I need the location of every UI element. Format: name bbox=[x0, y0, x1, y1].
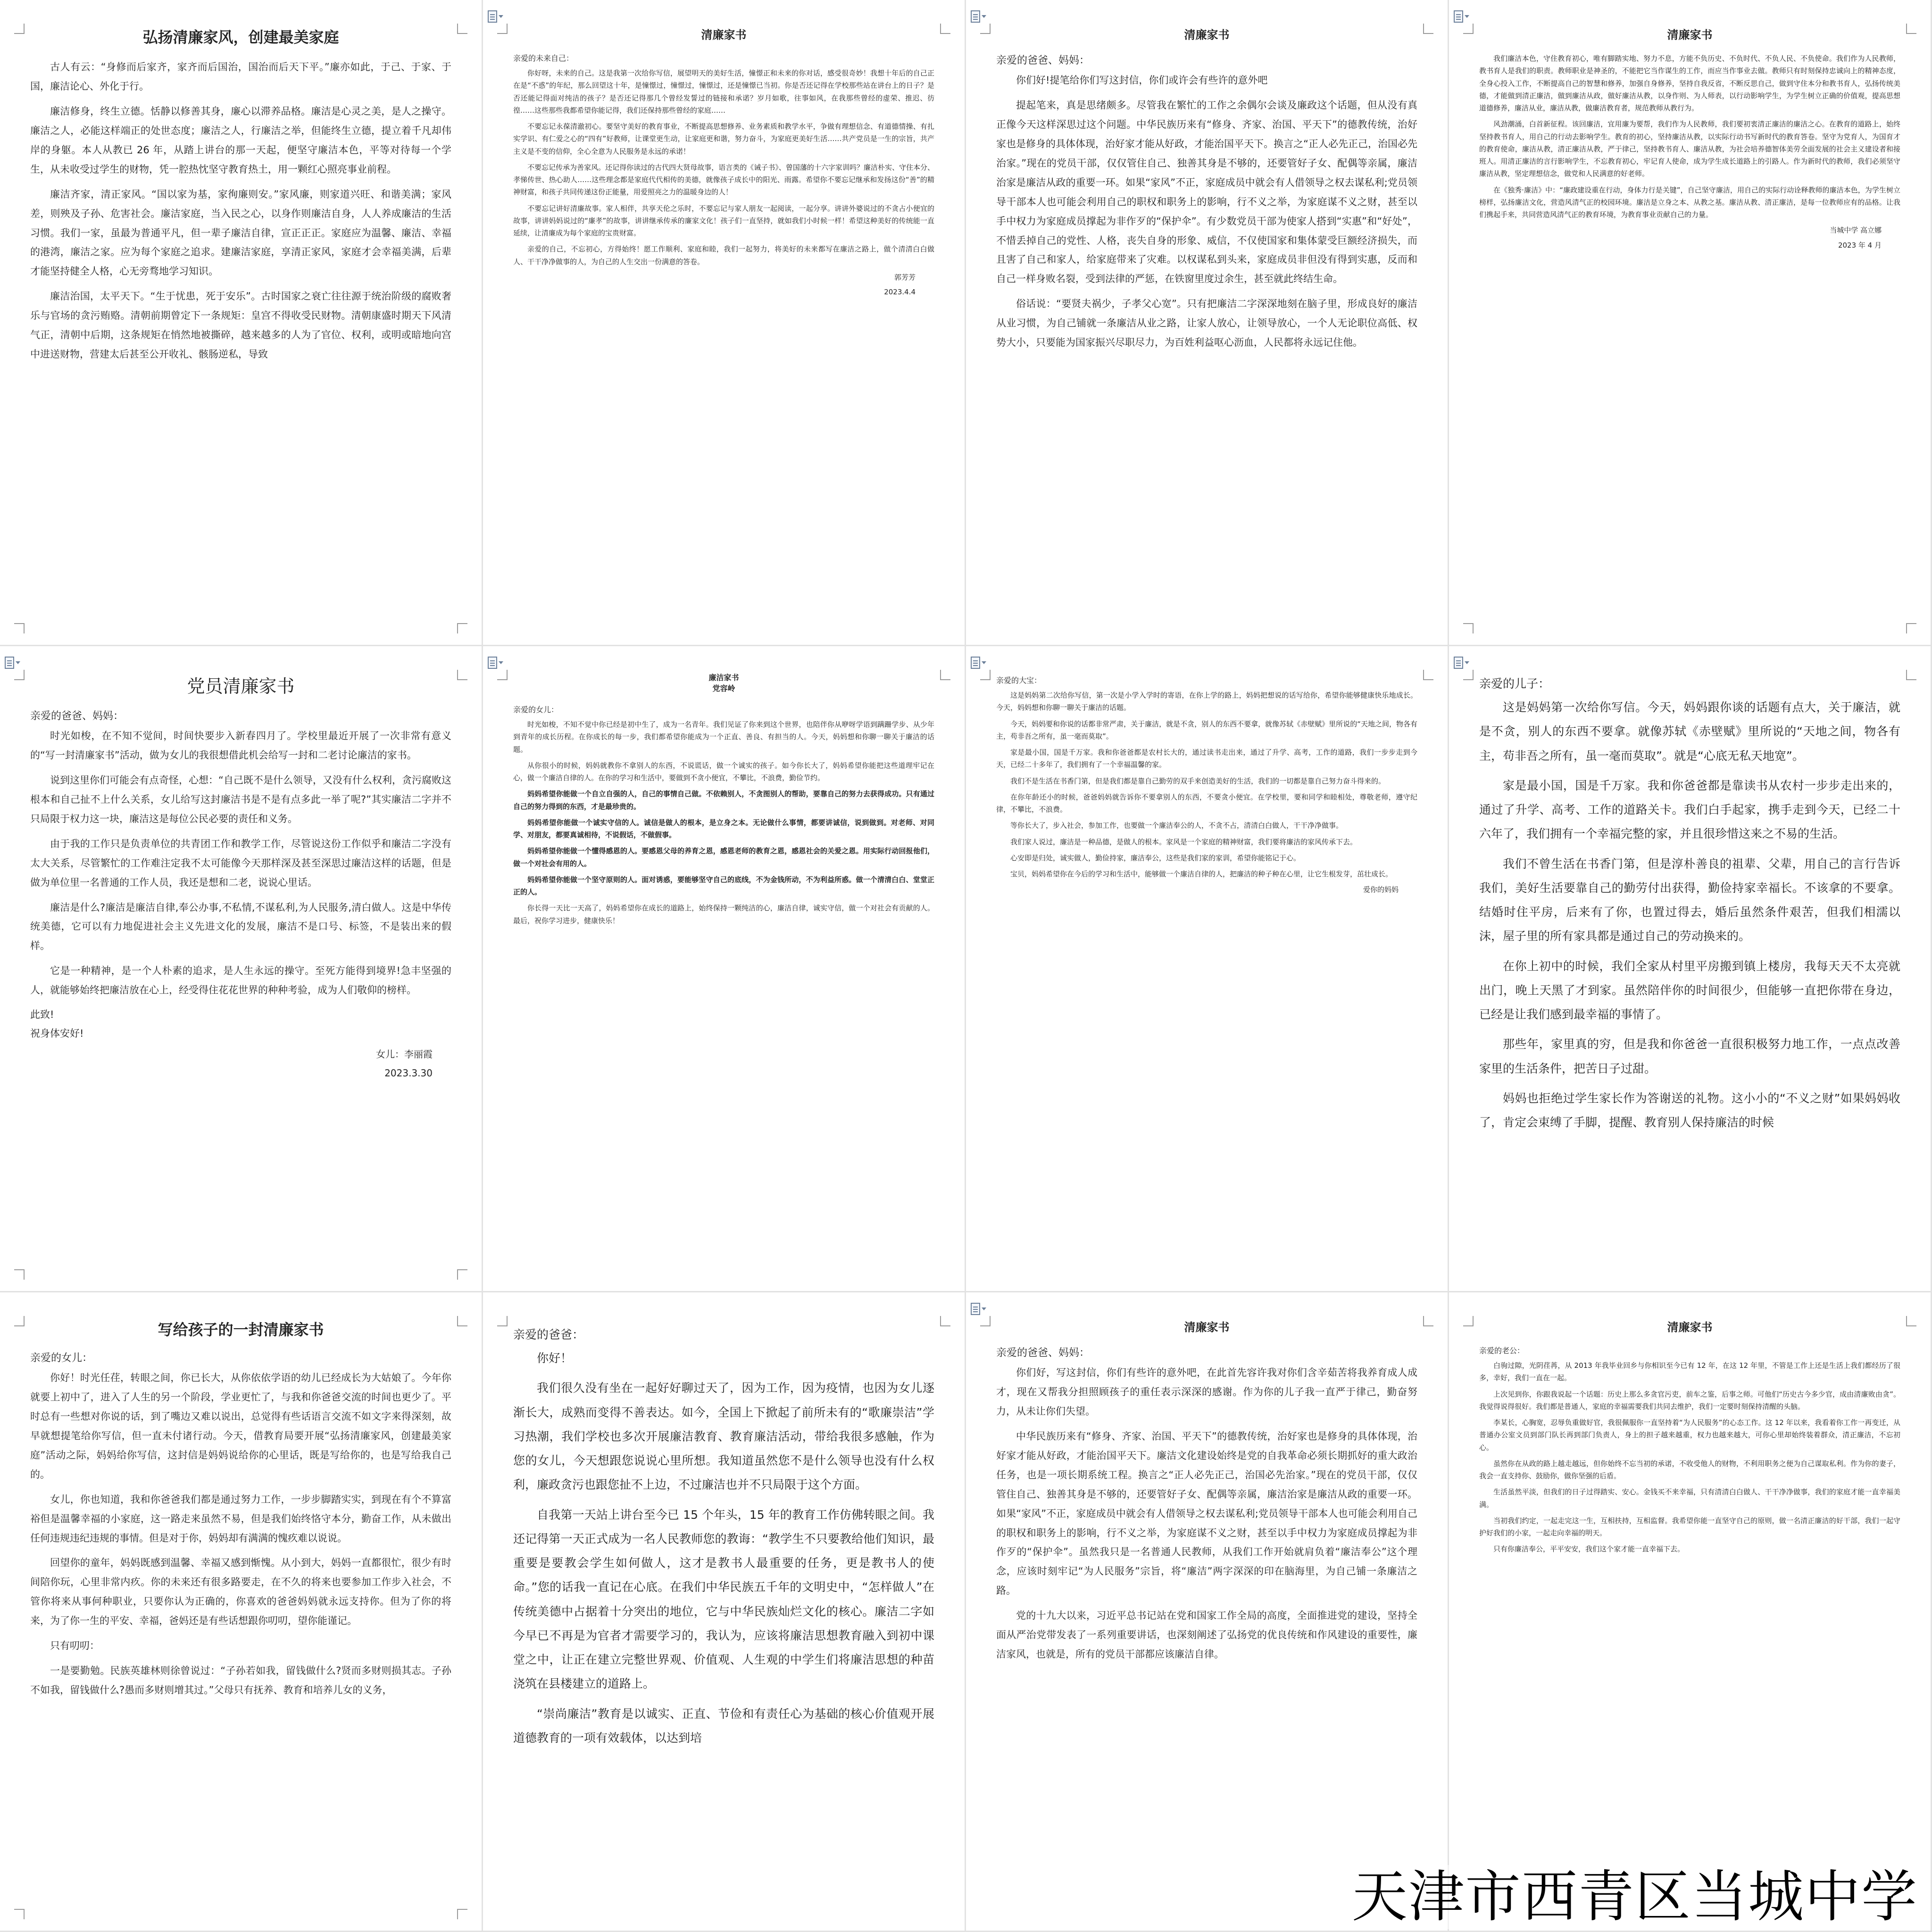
paragraph: 生活虽然平淡，但我们的日子过得踏实、安心。金钱买不来幸福，只有清清白白做人、干干净净做事，我们的家庭才能一直幸福美满。 bbox=[1479, 1488, 1900, 1509]
paragraph: 不要忘记永葆清澈初心。要坚守美好的教育事业，不断提高思想修养、业务素质和教学水平，争做有理想信念、有道德情操、有扎实学识、有仁爱之心的“四有”好教师，让课堂更生动，让家庭更和谐，努力奋斗，为家庭更美好生活……共产党员是一生的宗旨，共产主义是不变的信仰，全心全意为人民服务是永远的承诺！ bbox=[513, 122, 934, 156]
margin-mark bbox=[497, 1316, 508, 1326]
paragraph: 今天，妈妈要和你说的话都非常严肃，关于廉洁，就是不贪，别人的东西不要拿，就像苏轼《赤壁赋》里所说的“天地之间，物各有主，苟非吾之所有，虽一毫而莫取”。 bbox=[996, 719, 1417, 741]
paragraph: 这是妈妈第一次给你写信。今天，妈妈跟你谈的话题有点大，关于廉洁，就是不贪，别人的东西不要拿。就像苏轼《赤壁赋》里所说的“天地之间，物各有主，苟非吾之所有，虽一毫而莫取”。就是“心底无私天地宽”。 bbox=[1479, 700, 1900, 763]
paragraph: “崇尚廉洁”教育是以诚实、正直、节俭和有责任心为基础的核心价值观开展道德教育的一项有效载体，以达到培 bbox=[513, 1707, 934, 1745]
margin-mark bbox=[457, 670, 467, 680]
margin-mark bbox=[497, 670, 508, 680]
signature-name: 郭芳芳 bbox=[894, 273, 916, 282]
paragraph: 你好呀，未来的自己。这是我第一次给你写信，展望明天的美好生活，憧憬正和未来的你对话，感受很奇妙！我想十年后的自己正在是“不惑”的年纪，那么回望这十年，是憧憬过，憧憬过，憧憬过，还是憧憬已当初。你是否还记得在学校那些站在讲台上的日子？是否还能记得面对纯洁的孩子？是否还记得那几个曾经发誓过的链接和承诺？岁月如歌，往事如风，在我那些曾经的虚荣、推迟、彷徨……这些那些我都希望你能记得，我们还保持那些曾经的家庭…… bbox=[513, 69, 934, 115]
paragraph: 提起笔来，真是思绪颇多。尽管我在繁忙的工作之余偶尔会谈及廉政这个话题，但从没有真正像今天这样深思过这个问题。中华民族历来有“修身、齐家、治国、平天下”的德教传统，治好家也是修身的具体体现，治好家才能从好政，才能治国平天下。换言之“正人必先正己，治国必先治家。”现在的党员干部，仅仅管住自己、独善其身是不够的，还要管好子女、配偶等亲属，廉洁治家是廉洁从政的重要一环。如果“家风”不正，家庭成员中就会有人借领导之权去谋私利;党员领导干部本人也可能会利用自己的职权和职务上的影响，行不义之举，为家庭谋不义之财，甚至以手中权力为家庭成员撑起为非作歹的“保护伞”。有少数党员干部为使家人搭到“实惠”和“好处”，不惜丢掉自己的党性、人格，丧失自身的形象、威信，不仅使国家和集体蒙受巨额经济损失，而且害了自己和家人，给家庭带来了灾难。以权谋私到头来，家庭成员非但没有得到实惠，反而和自己一样身败名裂，受到法律的严惩，在铁窗里度过余生，甚至就此终结生命。 bbox=[996, 99, 1417, 285]
margin-mark bbox=[1423, 670, 1433, 680]
paragraph: 妈妈希望你能做一个坚守原则的人。面对诱惑，要能够坚守自己的底线，不为金钱所动，不为利益所惑。做一个清清白白、堂堂正正的人。 bbox=[513, 875, 934, 896]
salutation: 亲爱的爸爸： bbox=[513, 1328, 584, 1341]
margin-mark bbox=[14, 1269, 25, 1280]
salutation: 亲爱的爸爸、妈妈： bbox=[996, 1347, 1090, 1359]
paragraph: 自我第一天站上讲台至今已 15 个年头，15 年的教育工作仿佛转眼之间。我还记得第一天正式成为一名人民教师您的教诲：“教学生不只要教给他们知识，最重要是要教会学生如何做人，这才是教书人最重要的任务，更是教书人的使命。”您的话我一直记在心底。在我们中华民族五千年的文明史中，“怎样做人”在传统美德中占据着十分突出的地位，它与中华民族灿烂文化的核心。廉洁二字如今早已不再是为官者才需要学习的，我认为，应该将廉洁思想教育融入到初中课堂之中，让正在建立完整世界观、价值观、人生观的中学生们将廉洁思想的种苗浇筑在县楼建立的道路上。 bbox=[513, 1507, 934, 1691]
letter-page-7 bbox=[966, 646, 1449, 1292]
paragraph: 古人有云：“身修而后家齐，家齐而后国治，国治而后天下平。”廉亦如此，于己、于家、于国，廉洁论心、外化于行。 bbox=[30, 61, 451, 92]
paragraph: 在你上初中的时候，我们全家从村里平房搬到镇上楼房，我每天天不太亮就出门，晚上天黑了才到家。虽然陪伴你的时间很少，但能够一直把你带在身边，已经是让我们感到最幸福的事情了。 bbox=[1479, 959, 1900, 1021]
paragraph: 从你很小的时候，妈妈就教你不拿别人的东西，不说谎话，做一个诚实的孩子。如今你长大了，妈妈希望你能把这些道理牢记在心，做一个廉洁自律的人。在你的学习和生活中，要做到不贪小便宜，不攀比，不浪费，勤俭节约。 bbox=[513, 761, 934, 782]
paragraph: 妈妈希望你能做一个诚实守信的人。诚信是做人的根本，是立身之本。无论做什么事情，都要讲诚信，说到做到。对老师、对同学、对朋友，都要真诚相待，不说假话，不做假事。 bbox=[513, 818, 934, 839]
margin-mark bbox=[1906, 24, 1916, 34]
salutation: 亲爱的爸爸、妈妈： bbox=[30, 710, 124, 722]
paragraph: 党的十九大以来，习近平总书记站在党和国家工作全局的高度，全面推进党的建设，坚持全面从严治党带发表了一系列重要讲话，也深刻阐述了弘扬党的优良传统和作风建设的重要性，廉洁家风，也就是，所有的党员干部都应该廉洁自律。 bbox=[996, 1610, 1417, 1660]
signature-date: 2023.4.4 bbox=[884, 288, 916, 297]
paragraph: 上次见到你，你跟我说起一个话题：历史上那么多贪官污吏，前车之鉴，后事之师。可他们“历史古今多少官，成由清廉败由贪”。我觉得说得很好。我们都是普通人，家庭的幸福需要我们共同去维护，我们一定要时刻保持清醒的头脑。 bbox=[1479, 1390, 1900, 1411]
margin-mark bbox=[457, 1316, 467, 1326]
letter-page-8 bbox=[1449, 646, 1932, 1292]
paragraph: 心安即是归处，诚实做人，勤俭持家，廉洁奉公，这些是我们家的家训，希望你能铭记于心。 bbox=[1010, 853, 1301, 862]
paragraph: 廉洁修身，终生立德。恬静以修善其身，廉心以滞养品格。廉洁是心灵之美，是人之操守。廉洁之人，必能这样端正的处世态度；廉洁之人，行廉洁之举，但能终生立德，提立着千凡却伟岸的身躯。本人从教已 26 年，从踏上讲台的那一天起，便坚守廉洁本色，平等对待每一个学生，从未收受过学生的财物，凭一腔热忱坚守教育热土，用一颗红心照亮事业前程。 bbox=[30, 105, 451, 175]
document-icon[interactable] bbox=[488, 655, 508, 671]
paragraph: 我们不是生活在书香门第，但是我们都是靠自己勤劳的双手来创造美好的生活，我们的一切都是靠自己努力奋斗得来的。 bbox=[1010, 776, 1386, 785]
signature-name: 女儿：李丽霞 bbox=[376, 1048, 433, 1060]
margin-mark bbox=[1906, 1316, 1916, 1326]
paragraph: 在你年龄还小的时候，爸爸妈妈就告诉你不要拿别人的东西，不要贪小便宜。在学校里，要和同学和睦相处，尊敬老师，遵守纪律，不攀比，不浪费。 bbox=[996, 792, 1417, 814]
margin-mark bbox=[1463, 623, 1474, 633]
letter-page-11 bbox=[966, 1292, 1449, 1932]
margin-mark bbox=[940, 24, 950, 34]
paragraph: 在《独秀·廉洁》中：“廉政建设重在行动，身体力行是关键”，自己坚守廉洁，用自己的实际行动诠释教师的廉洁本色，为学生树立榜样，弘扬廉洁文化，营造风清气正的校园环境。廉洁是立身之本、从教之基。廉洁从教、清正廉洁，是每一位教师应有的品格。让我们携起手来，共同营造风清气正的教育环境，为教育事业贡献自己的力量。 bbox=[1479, 185, 1900, 219]
paragraph: 说到这里你们可能会有点奇怪，心想：“自己既不是什么领导，又没有什么权利，贪污腐败这根本和自己扯不上什么关系，女儿给写这封廉洁书是不是有点多此一举了呢?”其实廉洁二字并不只局限于权力这一块，廉洁这是每位公民必要的责任和义务。 bbox=[30, 774, 451, 824]
margin-mark bbox=[14, 623, 25, 633]
paragraph: 俗话说：“要贤夫祸少，子孝父心宽”。只有把廉洁二字深深地刻在脑子里，形成良好的廉洁从业习惯，为自己铺就一条廉洁从业之路，让家人放心，让领导放心，一个人无论职位高低、权势大小，只要能为国家振兴尽职尽力，为百姓利益呕心沥血，人民都将永远记住他。 bbox=[996, 298, 1417, 349]
paragraph: 亲爱的自己，不忘初心，方得始终！愿工作顺利、家庭和睦，我们一起努力，将美好的未来都写在廉洁之路上，做个清清白白做人、干干净净做事的人，为自己的人生交出一份满意的答卷。 bbox=[513, 245, 934, 266]
paragraph: 由于我的工作只是负责单位的共青团工作和教学工作，尽管说这份工作似乎和廉洁二字没有太大关系，尽管繁忙的工作难注定我不太可能像今天那样深及甚至深思过廉洁这样的话题，但是做为单位里一名普通的工作人员，我还是想和二老，说说心里话。 bbox=[30, 838, 451, 888]
document-icon[interactable] bbox=[971, 8, 991, 25]
paragraph: 妈妈希望你能做一个自立自强的人，自己的事情自己做。不依赖别人，不贪图别人的帮助，要靠自己的努力去获得成功。只有通过自己的努力得到的东西，才是最珍贵的。 bbox=[513, 790, 934, 811]
margin-mark bbox=[1906, 623, 1916, 633]
document-icon[interactable] bbox=[5, 655, 25, 671]
salutation: 亲爱的女儿： bbox=[513, 705, 559, 714]
paragraph: 我们很久没有坐在一起好好聊过天了，因为工作，因为疫情，也因为女儿逐渐长大，成熟而变得不善表达。如今，全国上下掀起了前所未有的“歌廉崇洁”学习热潮，我们学校也多次开展廉洁教育、教育廉洁活动，带给我很多感触，作为您的女儿，今天想跟您说说心里所想。我知道虽然您不是什么领导也没有什么权利，廉政贪污也跟您扯不上边，不过廉洁也并不只局限于这个方面。 bbox=[513, 1381, 934, 1492]
paragraph: 时光如梭，在不知不觉间，时间快要步入新春四月了。学校里最近开展了一次非常有意义的“写一封清廉家书”活动，做为女儿的我很想借此机会给写一封和二老讨论廉洁的家书。 bbox=[30, 730, 451, 761]
salutation: 亲爱的爸爸、妈妈： bbox=[996, 55, 1090, 67]
closing-line: 祝身体安好! bbox=[30, 1028, 84, 1040]
salutation: 亲爱的老公： bbox=[1479, 1346, 1525, 1355]
margin-mark bbox=[14, 1909, 25, 1919]
paragraph: 你好！时光任荏，转眼之间，你已长大，从你依依学语的幼儿已经成长为大姑娘了。今年你就要上初中了，进入了人生的另一个阶段，学业更忙了，与我和你爸爸交流的时间也更少了。平时总有一些想对你说的话，到了嘴边又难以说出，总觉得有些话语言交流不如文字来得深刻，故早就想提笔给你写信，但一直未付诸行动。今天，借教育局要开展“弘扬清廉家风，创建最美家庭”活动之际，妈妈给你写信，这封信是妈妈说给你的心里话，既是写给你的，也是写给我自己的。 bbox=[30, 1372, 451, 1480]
margin-mark bbox=[14, 1316, 25, 1326]
letter-page-4 bbox=[1449, 0, 1932, 646]
document-icon[interactable] bbox=[1454, 655, 1474, 671]
margin-mark bbox=[457, 24, 467, 34]
paragraph: 这是妈妈第二次给你写信，第一次是小学入学时的寄语，在你上学的路上，妈妈把想说的话写给你，希望你能够健康快乐地成长。今天，妈妈想和你聊一聊关于廉洁的话题。 bbox=[996, 691, 1417, 712]
margin-mark bbox=[980, 1316, 991, 1326]
signature-date: 2023.3.30 bbox=[384, 1067, 433, 1079]
document-icon[interactable] bbox=[971, 1301, 991, 1317]
paragraph: 廉洁齐家，清正家风。“国以家为基，家徇廉则安。”家风廉，则家道兴旺、和谐美满；家风差，则殃及子孙、危害社会。廉洁家庭，当入民之心，以身作则廉洁自身，人人养成廉洁的生活习惯。我们一家，虽最为普通平凡，但一辈子廉洁自律，宣正正正。家庭应为温馨、廉洁、幸福的港湾，廉洁之家。应为每个家庭之追求。建廉洁家庭，享清正家风，家庭才会幸福美满，后辈才能坚持健全人格，心无旁骛地学习知识。 bbox=[30, 188, 451, 277]
page-title: 清廉家书 bbox=[1184, 1321, 1230, 1334]
paragraph: 你们好!提笔给你们写这封信，你们或许会有些许的意外吧 bbox=[1016, 75, 1268, 86]
paragraph: 我们廉洁本色，守住教育初心，唯有脚踏实地、努力不息，方能不负历史、不负时代、不负人民、不负使命。我们作为人民教师，教书育人是我们的职责。教师职业是神圣的，不能把它当作谋生的工作，而应当作事业去做。教师只有时刻保持忠诚向上的精神态度，全身心投入工作，不断提高自己的智慧和修养，加强自身修养，坚持自我反省，不断反思自己，做到守住本分和教书育人，弘扬传统美德，才能做到清正廉洁，做到廉洁从政，做好廉洁从教，以身作则、为人师表，以行动影响学生，为学生树立正确的价值观，提高思想道德修养，廉洁从业，廉洁从教，做廉洁教育者，规范教师从教行为。 bbox=[1479, 54, 1900, 112]
margin-mark bbox=[1463, 24, 1474, 34]
salutation: 亲爱的大宝： bbox=[996, 676, 1042, 685]
paragraph: 家是最小国，国是千万家。我和你爸爸都是农村长大的，通过读书走出来，通过了升学、高考，工作的道路，我们一步步走到今天，已经二十多年了，我们拥有了一个幸福温馨的家。 bbox=[996, 748, 1417, 769]
paragraph: 等你长大了，步入社会，参加工作，也要做一个廉洁奉公的人，不贪不占，清清白白做人，干干净净做事。 bbox=[1010, 821, 1343, 830]
letter-page-6 bbox=[483, 646, 966, 1292]
paragraph: 妈妈也拒绝过学生家长作为答谢送的礼物。这小小的“不义之财”如果妈妈收了，肯定会束缚了手脚，提醒、教育别人保持廉洁的时候 bbox=[1479, 1091, 1900, 1129]
margin-mark bbox=[14, 24, 25, 34]
paragraph: 你好！ bbox=[537, 1351, 573, 1365]
school-name-watermark: 天津市西青区当城中学 bbox=[1349, 1865, 1921, 1929]
page-title: 清廉家书 bbox=[1667, 28, 1713, 42]
page-title: 清廉家书 bbox=[1667, 1321, 1713, 1334]
closing-line: 此致! bbox=[30, 1009, 54, 1021]
paragraph: 你长得一天比一天高了，妈妈希望你在成长的道路上，始终保持一颗纯洁的心，廉洁自律，诚实守信，做一个对社会有贡献的人。最后，祝你学习进步，健康快乐！ bbox=[513, 904, 934, 925]
paragraph: 廉洁是什么?廉洁是廉洁自律,奉公办事,不私情,不谋私利,为人民服务,清白做人。这是中华传统美德，它可以有力地促进社会主义先进文化的发展，廉洁不是口号、标签，不是装出来的假样。 bbox=[30, 901, 451, 952]
paragraph: 我们家人说过，廉洁是一种品德，是做人的根本。家风是一个家庭的精神财富，我们要将廉洁的家风传承下去。 bbox=[1010, 837, 1357, 846]
margin-mark bbox=[457, 1269, 467, 1280]
page-title: 清廉家书 bbox=[1184, 28, 1230, 42]
paragraph: 我们不曾生活在书香门第，但是淳朴善良的祖辈、父辈，用自己的言行告诉我们，美好生活要靠自己的勤劳付出获得，勤俭持家幸福长。不该拿的不要拿。结婚时住平房，后来有了你，也置过得去，婚后虽然条件艰苦，但我们相濡以沫，屋子里的所有家具都是通过自己的劳动换来的。 bbox=[1479, 857, 1900, 943]
margin-mark bbox=[940, 670, 950, 680]
paragraph: 不要忘记讲好清廉故事。家人相伴，共享天伦之乐时，不要忘记与家人朋友一起阅读，一起分享。讲讲外婆说过的不贪占小便宜的故事，讲讲妈妈说过的“廉孝”的故事，讲讲继承传承的廉家文化！孩子们一直坚持，就如我们小时候一样！希望这种美好的传统能一直延续，让清廉成为每个家庭的宝贵财富。 bbox=[513, 204, 934, 237]
margin-mark bbox=[457, 623, 467, 633]
paragraph: 家是最小国，国是千万家。我和你爸爸都是靠读书从农村一步步走出来的，通过了升学、高考、工作的道路关卡。我们白手起家，携手走到今天，已经二十六年了，我们拥有一个幸福完整的家，并且很珍惜这来之不易的生活。 bbox=[1479, 778, 1900, 841]
margin-mark bbox=[1463, 670, 1474, 680]
paragraph: 廉洁治国，太平天下。“生于忧患，死于安乐”。古时国家之衰亡往往源于统治阶级的腐败奢乐与官场的贪污贿赂。清朝前期曾定下一条规矩：皇宫不得收受民财物。清朝康盛时期天下风清气正，清朝中后期，这条规矩在悄然地被撕碎，越来越多的人为了官位、权利，或明或暗地向宫中进送财物，营建太后甚至公开收礼、骸肠逆私，导致 bbox=[30, 291, 451, 360]
letter-page-9 bbox=[0, 1292, 483, 1932]
paragraph: 李某长，心胸宽，忍辱负重做好官，我很佩服你一直坚持着“为人民服务”的心态工作。这 12 年以来，我看着你工作一再变迁，从普通办公室文员到部门队长再到部门负责人，身上的担子越来越重，权力也越来越大，可你心里却始终装着群众，清正廉洁，不忘初心。 bbox=[1479, 1418, 1900, 1452]
letter-page-2 bbox=[483, 0, 966, 646]
paragraph: 宝贝，妈妈希望你在今后的学习和生活中，能够做一个廉洁自律的人，把廉洁的种子种在心里，让它生根发芽，茁壮成长。 bbox=[1010, 870, 1393, 878]
page-title: 党员清廉家书 bbox=[187, 676, 295, 697]
document-icon[interactable] bbox=[971, 655, 991, 671]
margin-mark bbox=[1906, 670, 1916, 680]
margin-mark bbox=[1423, 1316, 1433, 1326]
margin-mark bbox=[980, 24, 991, 34]
paragraph: 一是要勤勉。民族英雄林则徐曾说过：“子孙若如我，留钱做什么?贤而多财则损其志。子孙不如我，留钱做什么?愚而多财则增其过。”父母只有抚养、教育和培养儿女的义务， bbox=[30, 1665, 451, 1696]
letter-page-3 bbox=[966, 0, 1449, 646]
paragraph: 回望你的童年，妈妈既感到温馨、幸福又感到惭愧。从小到大，妈妈一直都很忙，很少有时间陪你玩，心里非常内疚。你的未来还有很多路要走，在不久的将来也要参加工作步入社会，不管你将来从事何种职业，只要你认为正确的，你喜欢的爸爸妈妈就永远支持你。但为了你的将来，为了你一生的平安、幸福，爸妈还是有些话想跟你叨叨，望你能谨记。 bbox=[30, 1557, 451, 1627]
salutation: 亲爱的女儿： bbox=[30, 1352, 93, 1364]
paragraph: 不要忘记传承为善家风。还记得你读过的古代四大贤母故事，语言类的《诫子书》、曾国藩的十六字家训吗？廉洁朴实、守住本分、孝悌传世、热心助人……这些理念都是家庭代代相传的美德，就像孩子成长中的阳光、雨露。希望你不要忘记继承和发扬这份“善”的精神财富，和孩子共同传递这份正能量，用爱照亮之力的温暖身边的人！ bbox=[513, 163, 934, 197]
paragraph: 妈妈希望你能做一个懂得感恩的人。要感恩父母的养育之恩，感恩老师的教育之恩，感恩社会的关爱之恩。用实际行动回报他们，做一个对社会有用的人。 bbox=[513, 847, 934, 868]
paragraph: 只有你廉洁奉公，平平安安，我们这个家才能一直幸福下去。 bbox=[1493, 1545, 1685, 1554]
page-title: 廉洁家书 党容岭 bbox=[708, 673, 739, 693]
margin-mark bbox=[940, 1316, 950, 1326]
document-icon[interactable] bbox=[488, 8, 508, 25]
margin-mark bbox=[1463, 1316, 1474, 1326]
signature-date: 2023 年 4 月 bbox=[1838, 241, 1882, 250]
salutation: 亲爱的儿子： bbox=[1479, 677, 1550, 691]
letter-page-10 bbox=[483, 1292, 966, 1932]
margin-mark bbox=[1423, 24, 1433, 34]
paragraph: 中华民族历来有“修身、齐家、治国、平天下”的德教传统，治好家也是修身的具体体现，治好家才能从好政，才能治国平天下。廉洁文化建设始终是党的自我革命必须长期抓好的重大政治任务，也是一项长期系统工程。换言之“正人必先正己，治国必先治家。”现在的党员干部，仅仅管住自己、独善其身是不够的，还要管好子女、配偶等亲属，廉洁治家是廉洁从政的重要一环。如果“家风”不正，家庭成员中就会有人借领导之权去谋私利;党员领导干部本人也可能会利用自己的职权和职务上的影响，行不义之举，为家庭谋不义之财，甚至以手中权力为家庭成员撑起为非作歹的“保护伞”。虽然我只是一名普通人民教师，从我们工作开始就肩负着“廉洁奉公”这个理念，应该时刻牢记“为人民服务”宗旨，将“廉洁”两字深深的印在脑海里，为自己铺一条廉洁之路。 bbox=[996, 1430, 1417, 1597]
paragraph: 它是一种精神，是一个人朴素的追求，是人生永远的操守。至死方能得到境界!急丰坚强的人，就能够始终把廉洁放在心上，经受得住花花世界的种种考验，成为人们敬仰的榜样。 bbox=[30, 965, 451, 996]
paragraph: 那些年，家里真的穷，但是我和你爸爸一直很积极努力地工作，一点点改善家里的生活条件，把苦日子过甜。 bbox=[1479, 1037, 1900, 1075]
paragraph: 当初我们约定，一起走完这一生，互相扶持，互相监督。我希望你能一直坚守自己的原则，做一名清正廉洁的好干部，我们一起守护好我们的小家，一起走向幸福的明天。 bbox=[1479, 1516, 1900, 1537]
page-title: 清廉家书 bbox=[701, 28, 747, 42]
letter-page-12 bbox=[1449, 1292, 1932, 1932]
paragraph: 虽然你在从政的路上越走越远，但你始终不忘当初的承诺，不收受他人的财物，不利用职务之便为自己谋取私利。作为你的妻子，我会一直支持你、鼓励你，做你坚强的后盾。 bbox=[1479, 1459, 1900, 1480]
paragraph: 你们好，写这封信，你们有些许的意外吧，在此首先容许我对你们含辛茹苦将我养育成人成才，现在又帮我分担照顾孩子的重任表示深深的感谢。作为你的儿子我一直严于律己，勤奋努力，从未让你们失望。 bbox=[996, 1367, 1417, 1417]
salutation: 亲爱的未来自己： bbox=[513, 54, 574, 63]
margin-mark bbox=[457, 1909, 467, 1919]
margin-mark bbox=[497, 24, 508, 34]
letter-page-1 bbox=[0, 0, 483, 646]
page-title: 弘扬清廉家风，创建最美家庭 bbox=[142, 28, 339, 46]
signature-name: 当城中学 高立娜 bbox=[1830, 226, 1882, 235]
page-title: 写给孩子的一封清廉家书 bbox=[158, 1321, 324, 1339]
margin-mark bbox=[980, 670, 991, 680]
paragraph: 只有叨叨： bbox=[50, 1640, 100, 1652]
paragraph: 时光如梭，不知不觉中你已经是初中生了，成为一名青年。我们见证了你来到这个世界，也陪伴你从咿呀学语到蹒跚学步、从少年到青年的成长历程。在你成长的每一步，我们都希望你能成为一个正直、善良、有担当的人。今天，妈妈想和你聊一聊关于廉洁的话题。 bbox=[513, 720, 934, 754]
paragraph: 风劲潮涌，白首新征程。该回廉洁，宜用廉为要帮，我们作为人民教师，我们要初衷清正廉洁的廉洁之心。在教育的道路上，始终坚持教书育人，用自己的行动去影响学生。教育的初心，坚持廉洁从教，以实际行动书写新时代的教育答卷。坚守为党育人，为国育才的教育使命，廉洁从教，清正廉洁从教，严于律己，坚持教书育人、廉洁从教，为社会培养德智体美劳全面发展的社会主义建设者和接班人。用清正廉洁的言行影响学生，不忘教育初心，牢记育人使命，成为学生成长道路上的引路人。作为新时代的教师，我们必须坚守廉洁从教，坚定理想信念，做党和人民满意的好老师。 bbox=[1479, 120, 1900, 178]
signature-name: 爱你的妈妈 bbox=[1363, 885, 1399, 894]
paragraph: 女儿，你也知道，我和你爸爸我们都是通过努力工作，一步步脚踏实实，到现在有个不算富裕但是温馨幸福的小家庭，这一路走来虽然不易，但是我们始终恪守本分，勤奋工作，从未做出任何违规违纪违规的事情。但是对于你，妈妈却有满满的愧疚难以说说。 bbox=[30, 1493, 451, 1544]
margin-mark bbox=[14, 670, 25, 680]
document-icon[interactable] bbox=[1454, 8, 1474, 25]
paragraph: 白驹过隙，光阴荏苒，从 2013 年我毕业回乡与你相识至今已有 12 年，在这 12 年里，不管是工作上还是生活上我们都经历了很多，幸好，我们一直在一起。 bbox=[1479, 1361, 1900, 1382]
letter-page-5 bbox=[0, 646, 483, 1292]
